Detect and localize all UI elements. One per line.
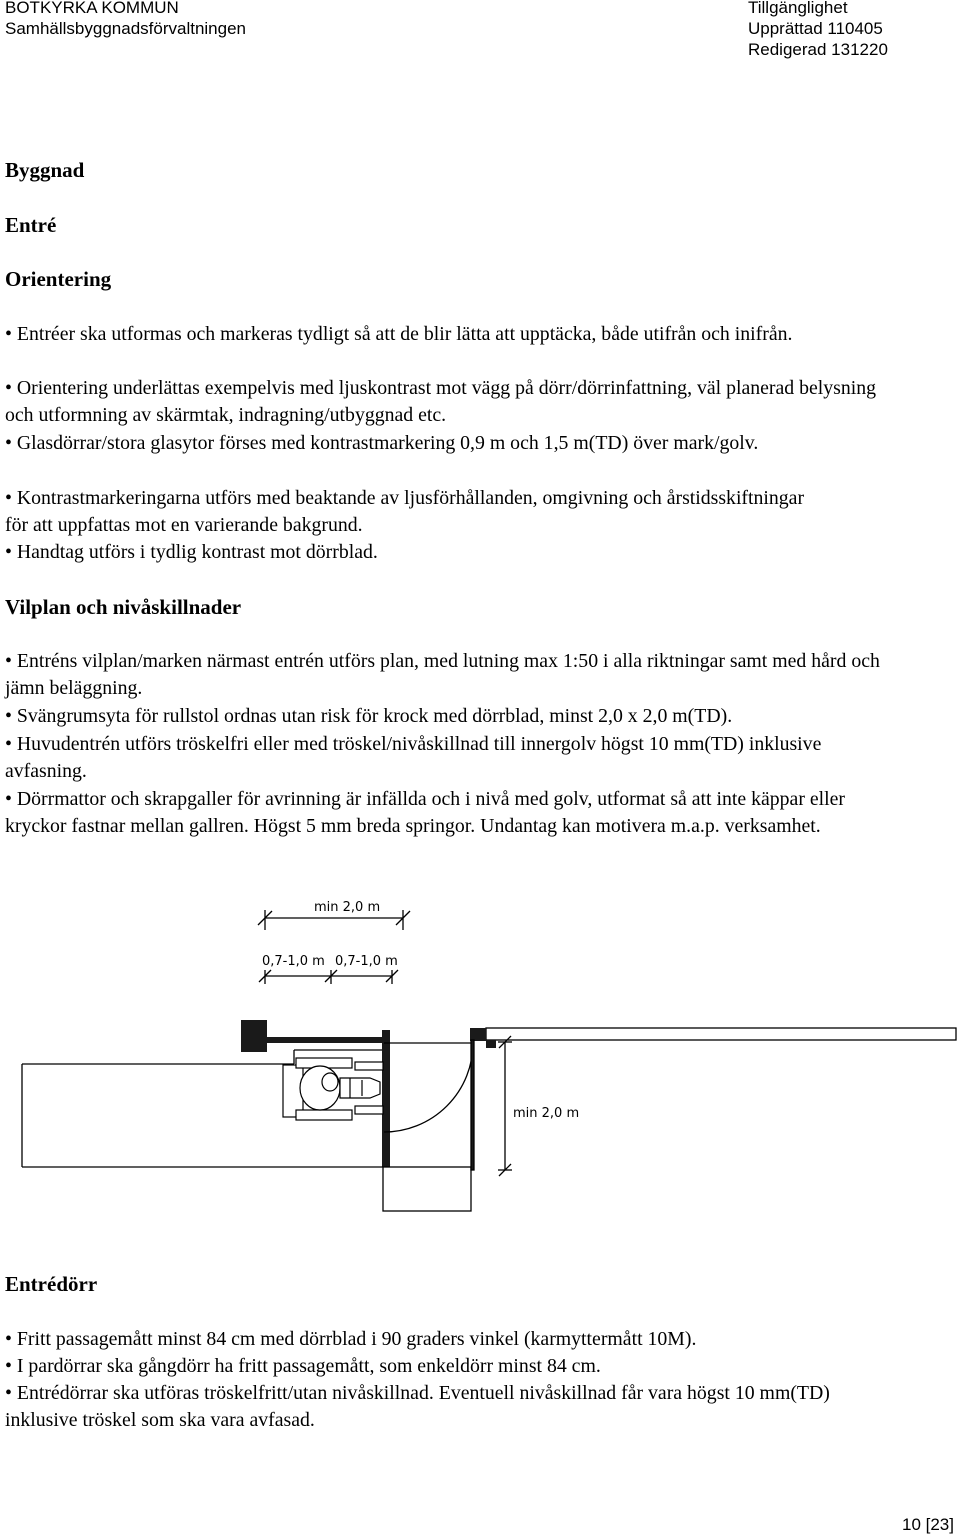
heading-orientation: Orientering — [5, 267, 112, 291]
wall-right — [486, 1028, 956, 1040]
header-dept: Samhällsbyggnadsförvaltningen — [5, 19, 246, 38]
dim-label-side: min 2,0 m — [513, 1106, 580, 1121]
page-number: 10 [23] — [902, 1515, 954, 1534]
heading-building: Byggnad — [5, 158, 85, 182]
dim-label-right: 0,7-1,0 m — [335, 954, 398, 969]
landing-item: • Entréns vilplan/marken närmast entrén utförs plan, med lutning max 1:50 i alla riktningar samt med hård och jämn beläggning. — [5, 650, 880, 700]
dim-label-top: min 2,0 m — [314, 900, 381, 915]
orientation-item: • Entréer ska utformas och markeras tydligt så att de blir lätta att upptäcka, både utifrån och inifrån. — [5, 323, 793, 345]
heading-entrance: Entré — [5, 213, 57, 237]
header-topic: Tillgänglighet — [748, 0, 848, 17]
door-item: • Entrédörrar ska utföras tröskelfritt/utan nivåskillnad. Eventuell nivåskillnad får vara högst 10 mm(TD) inklusive tröskel som ska vara avfasad. — [5, 1382, 830, 1432]
orientation-item: • Handtag utförs i tydlig kontrast mot dörrblad. — [5, 541, 378, 563]
header-org: BOTKYRKA KOMMUN — [5, 0, 179, 17]
header-edited: Redigerad 131220 — [748, 40, 888, 59]
door-item: • I pardörrar ska gångdörr ha fritt passagemått, som enkeldörr minst 84 cm. — [5, 1355, 601, 1377]
wall-post-left — [241, 1020, 267, 1052]
door-item: • Fritt passagemått minst 84 cm med dörrblad i 90 graders vinkel (karmyttermått 10M). — [5, 1328, 697, 1350]
dim-label-left: 0,7-1,0 m — [262, 954, 325, 969]
orientation-item: • Orientering underlättas exempelvis med ljuskontrast mot vägg på dörr/dörrinfattning, väl planerad belysning och utformning av skärmtak, indragning/utbyggnad etc. — [5, 377, 877, 427]
landing-item: • Huvudentrén utförs tröskelfri eller med tröskel/nivåskillnad till innergolv högst 10 mm(TD) inklusive avfasning. — [5, 733, 822, 783]
lintel — [267, 1037, 388, 1043]
heading-landing: Vilplan och nivåskillnader — [5, 595, 242, 619]
entrance-plan-figure — [0, 880, 960, 1230]
landing-item: • Svängrumsyta för rullstol ordnas utan risk för krock med dörrblad, minst 2,0 x 2,0 m(TD). — [5, 705, 733, 727]
header-created: Upprättad 110405 — [748, 19, 883, 38]
landing-item: • Dörrmattor och skrapgaller för avrinning är infällda och i nivå med golv, utformat så att inte käppar eller kryckor fastnar mellan gallren. Högst 5 mm breda springor. Undantag kan motivera m.a.p. verksamhet. — [5, 788, 846, 838]
orientation-item: • Kontrastmarkeringarna utförs med beaktande av ljusförhållanden, omgivning och årstidsskiftningar för att uppfattas mot en varierande bakgrund. — [5, 487, 805, 537]
heading-door: Entrédörr — [5, 1272, 98, 1296]
orientation-item: • Glasdörrar/stora glasytor förses med kontrastmarkering 0,9 m och 1,5 m(TD) över mark/golv. — [5, 432, 759, 454]
